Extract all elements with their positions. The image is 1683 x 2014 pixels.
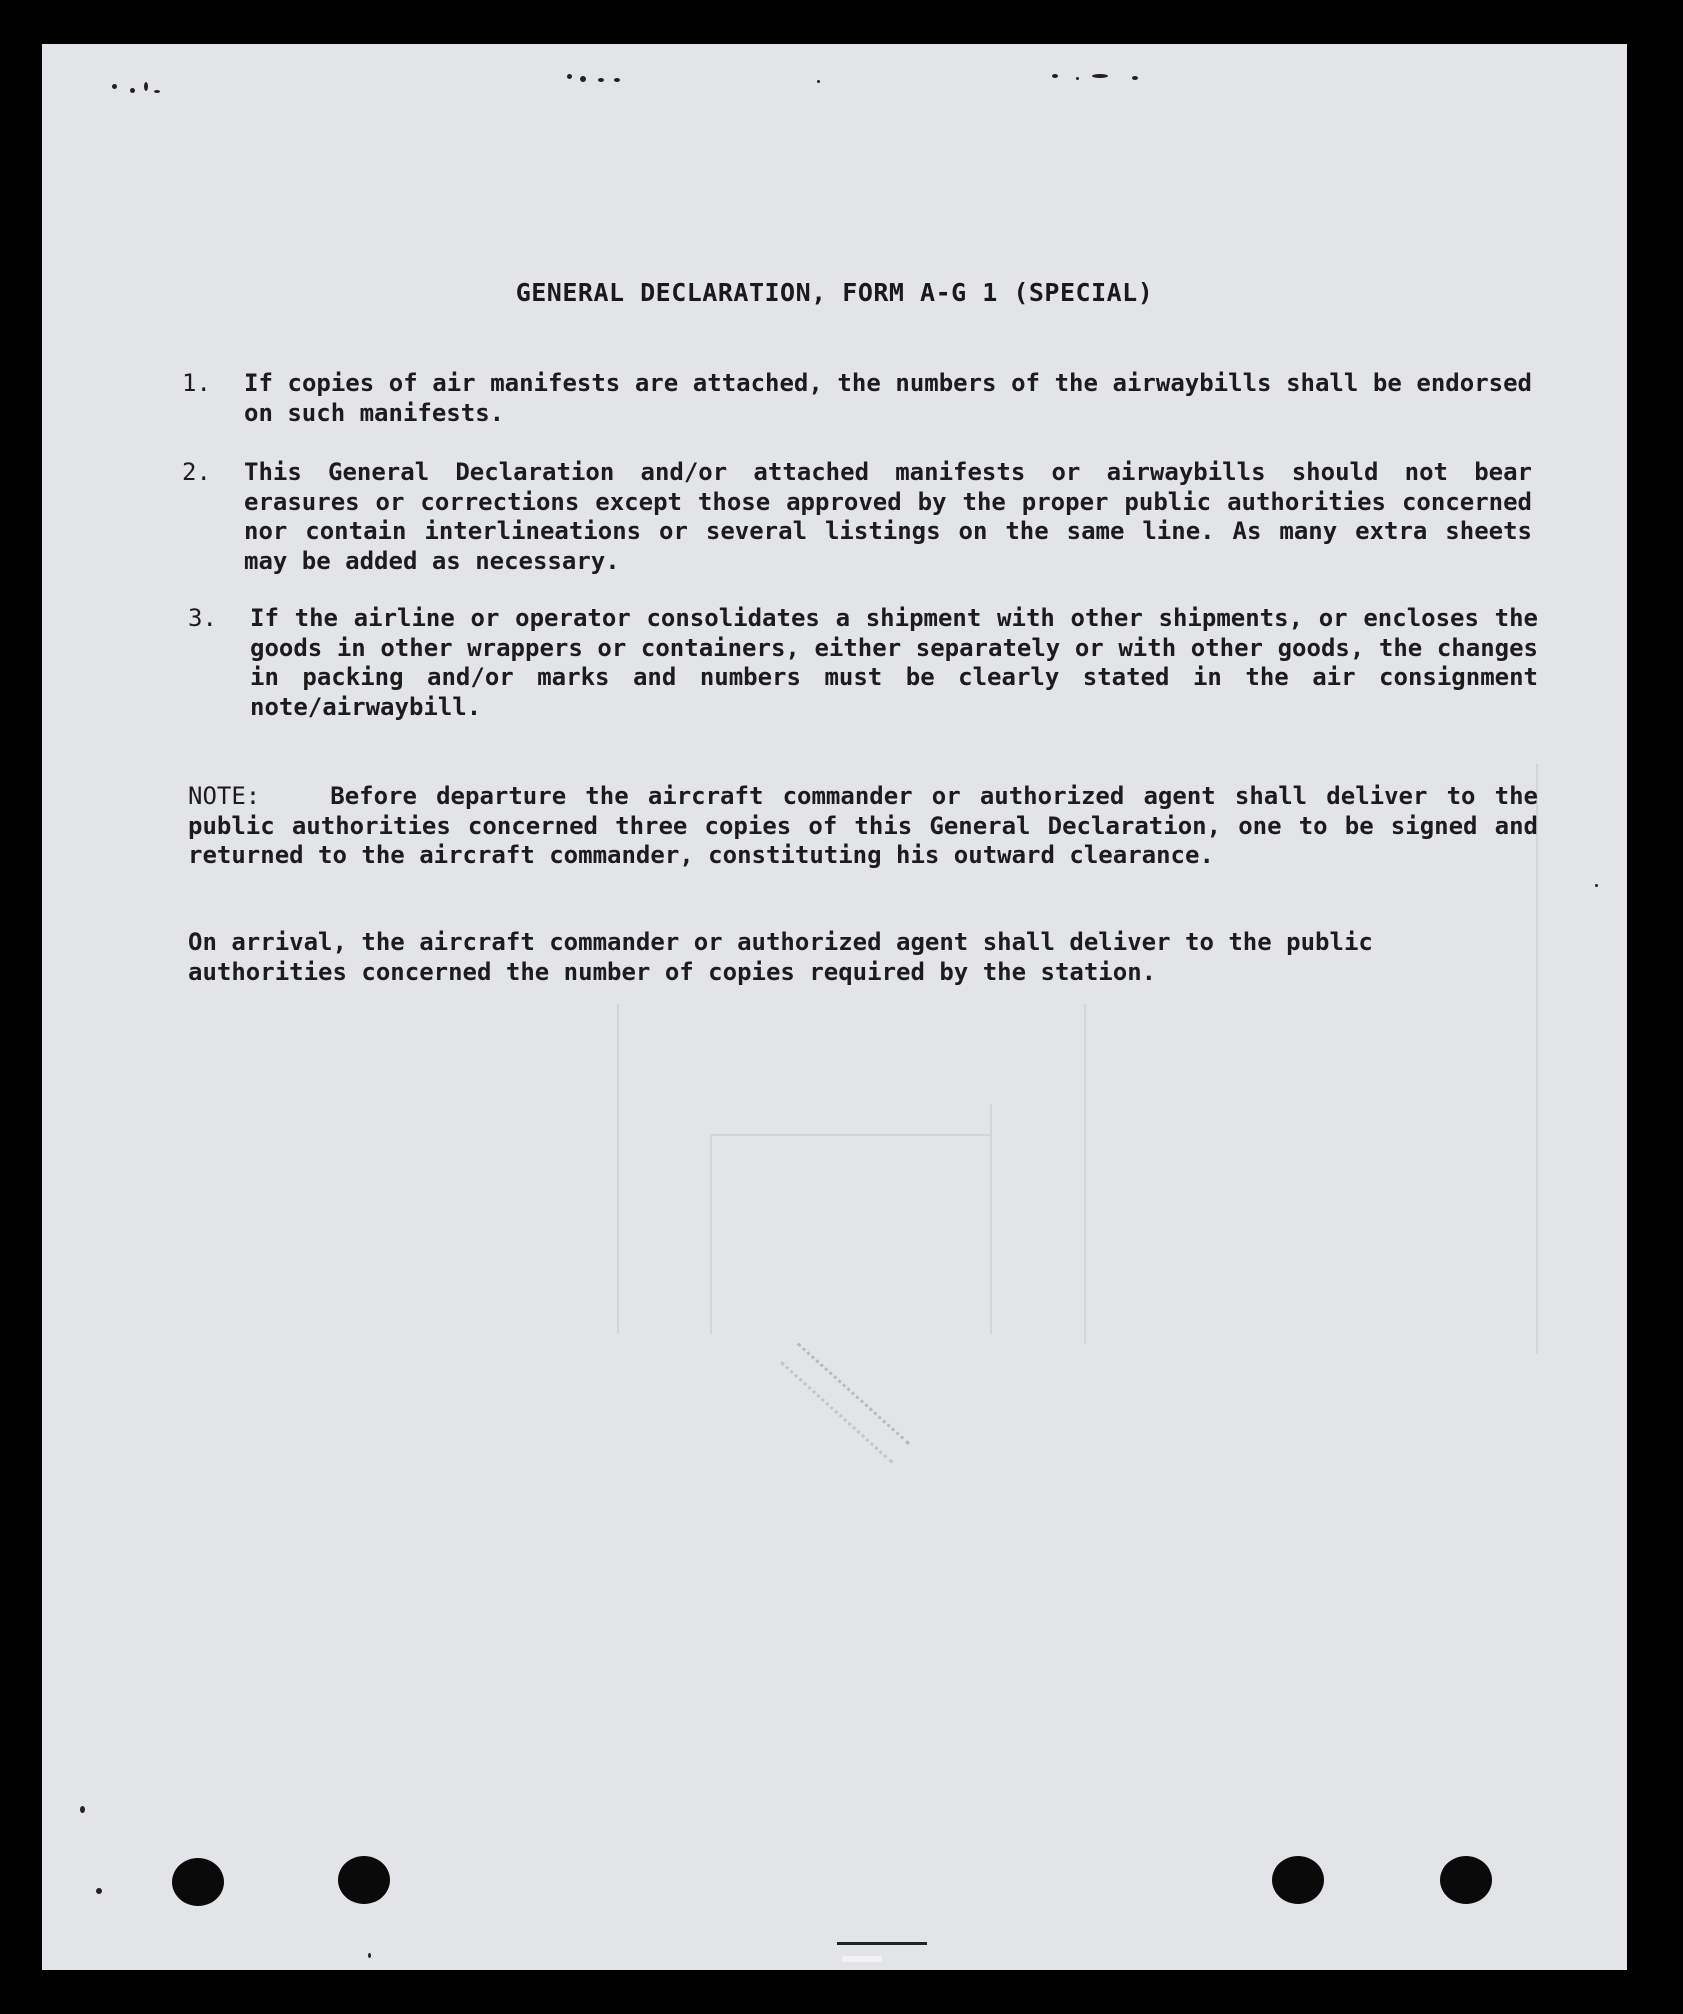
arrival-paragraph: On arrival, the aircraft commander or authorized agent shall deliver to the public authorities concerned the number of copies required by the station. — [188, 928, 1373, 986]
document-title: GENERAL DECLARATION, FORM A-G 1 (SPECIAL) — [515, 278, 1154, 307]
list-item-text: If the airline or operator consolidates a shipment with other shipments, or encloses the goods in other wrappers or containers, either separately or with other goods, the changes in packing and/or marks and numbers must be clearly stated in the air consignment note/airwaybill. — [250, 604, 1538, 721]
speck — [614, 78, 620, 82]
punch-hole — [338, 1856, 390, 1904]
note-label: NOTE: — [188, 782, 261, 810]
punch-hole — [1272, 1856, 1324, 1904]
speck — [144, 82, 148, 91]
show-through-line — [990, 1104, 992, 1334]
speck — [368, 1953, 371, 1958]
show-through-line — [1084, 1004, 1086, 1344]
punch-hole — [1440, 1856, 1492, 1904]
speck — [112, 84, 117, 89]
clip-mark — [837, 1942, 927, 1945]
speck — [1132, 76, 1138, 80]
speck — [598, 78, 604, 82]
list-item-1 — [182, 369, 1532, 428]
show-through-line — [617, 1004, 619, 1334]
document-page — [42, 44, 1627, 1970]
speck — [80, 1806, 85, 1813]
speck — [817, 80, 820, 83]
note-paragraph — [188, 782, 1538, 871]
show-through-line — [712, 1134, 992, 1136]
list-item-number: 2. — [182, 458, 211, 486]
speck — [1092, 74, 1108, 78]
speck — [130, 88, 135, 93]
clip-mark — [842, 1956, 882, 1962]
speck — [154, 90, 160, 93]
faded-stamp — [780, 1342, 910, 1463]
list-item-number: 1. — [182, 369, 211, 397]
speck — [1052, 74, 1058, 78]
show-through-line — [710, 1134, 712, 1334]
note-text: Before departure the aircraft commander or authorized agent shall deliver to the public authorities concerned three copies of this General Declaration, one to be signed and returned to the aircraft commander, constituting his outward clearance. — [188, 782, 1538, 869]
speck — [580, 76, 586, 82]
list-item-text: If copies of air manifests are attached, the numbers of the airwaybills shall be endorsed on such manifests. — [244, 369, 1532, 427]
list-item-2 — [182, 458, 1532, 576]
list-item-number: 3. — [188, 604, 217, 632]
speck — [1595, 884, 1598, 887]
punch-hole — [172, 1858, 224, 1906]
speck — [96, 1888, 102, 1894]
speck — [567, 74, 572, 79]
list-item-3 — [188, 604, 1538, 722]
speck — [1076, 77, 1079, 80]
list-item-text: This General Declaration and/or attached manifests or airwaybills should not bear erasures or corrections except those approved by the proper public authorities concerned nor contain interlineations or several listings on the same line. As many extra sheets may be added as necessary. — [244, 458, 1532, 575]
